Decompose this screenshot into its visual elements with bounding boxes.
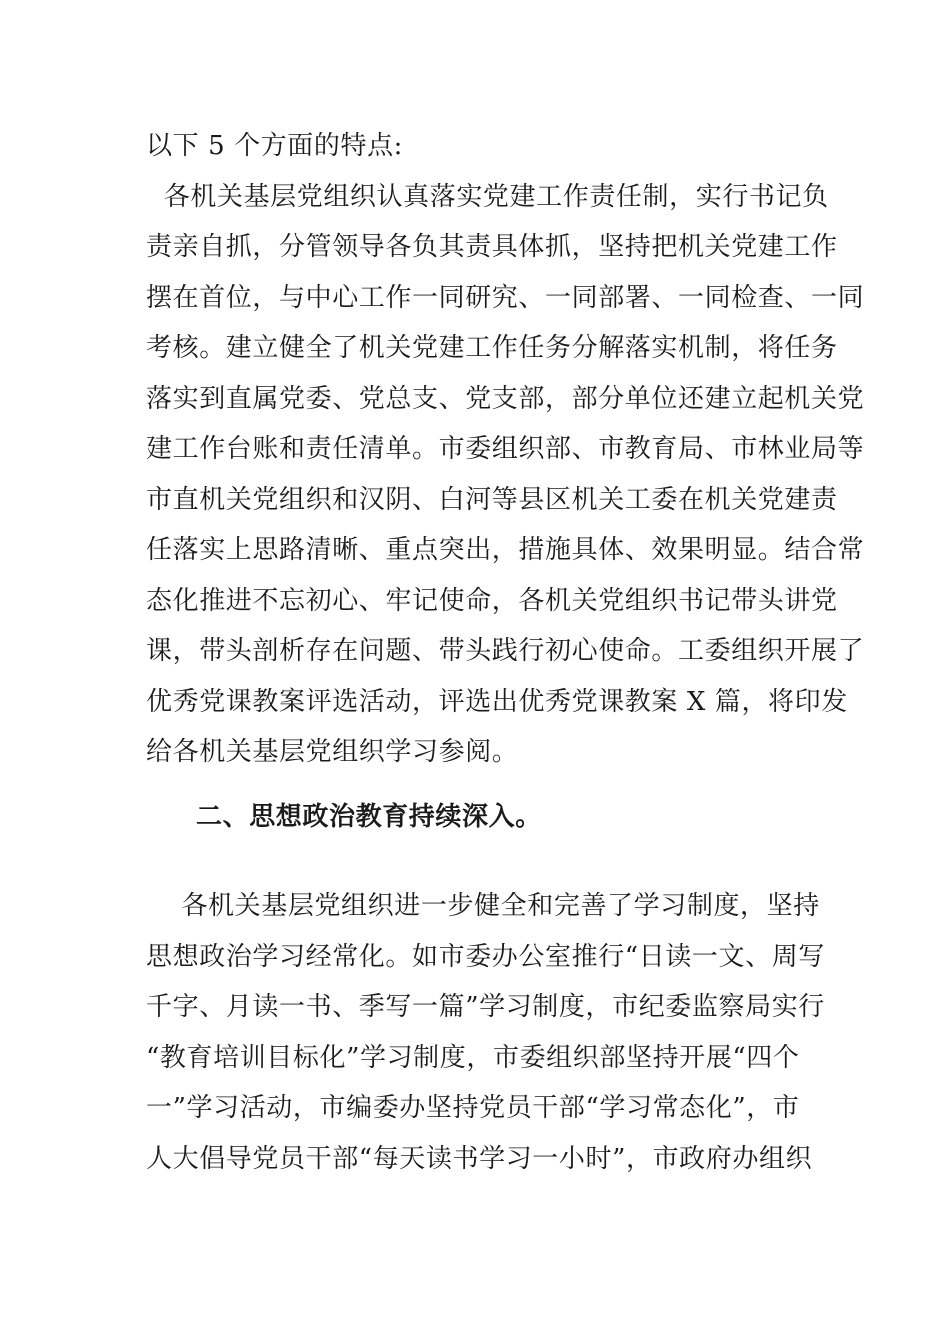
paragraph-line: 课，带头剖析存在问题、带头践行初心使命。工委组织开展了	[146, 636, 865, 666]
paragraph-line: 以下 5 个方面的特点:	[146, 131, 404, 161]
paragraph-line: 思想政治学习经常化。如市委办公室推行“日读一文、周写	[146, 941, 825, 972]
paragraph-line: 给各机关基层党组织学习参阅。	[146, 737, 519, 767]
paragraph-line: 市直机关党组织和汉阴、白河等县区机关工委在机关党建责	[146, 484, 838, 515]
section-two-body	[146, 881, 825, 1184]
paragraph-line: 落实到直属党委、党总支、党支部，部分单位还建立起机关党	[146, 383, 865, 414]
paragraph-line: 人大倡导党员干部“每天读书学习一小时”，市政府办组织	[146, 1143, 813, 1174]
paragraph-line: 各机关基层党组织认真落实党建工作责任制，实行书记负	[146, 181, 829, 212]
paragraph-line: 一”学习活动，市编委办坚持党员干部“学习常态化”，市	[146, 1093, 800, 1123]
paragraph-line: 优秀党课教案评选活动，评选出优秀党课教案 X 篇，将印发	[146, 686, 848, 717]
section-heading: 二、思想政治教育持续深入。	[196, 802, 542, 832]
paragraph-line: 考核。建立健全了机关党建工作任务分解落实机制，将任务	[146, 333, 838, 363]
paragraph-line: “教育培训目标化”学习制度，市委组织部坚持开展“四个	[146, 1042, 800, 1073]
paragraph-line: 各机关基层党组织进一步健全和完善了学习制度，坚持	[146, 891, 820, 921]
paragraph-line: 千字、月读一书、季写一篇”学习制度，市纪委监察局实行	[146, 992, 825, 1022]
paragraph-line: 态化推进不忘初心、牢记使命，各机关党组织书记带头讲党	[146, 585, 838, 616]
paragraph-line: 建工作台账和责任清单。市委组织部、市教育局、市林业局等	[146, 434, 865, 464]
paragraph-line: 责亲自抓，分管领导各负其责具体抓，坚持把机关党建工作	[146, 232, 838, 262]
paragraph-line: 摆在首位，与中心工作一同研究、一同部署、一同检查、一同	[146, 282, 865, 313]
section-one-body	[146, 121, 865, 778]
paragraph-line: 任落实上思路清晰、重点突出，措施具体、效果明显。结合常	[146, 535, 865, 565]
